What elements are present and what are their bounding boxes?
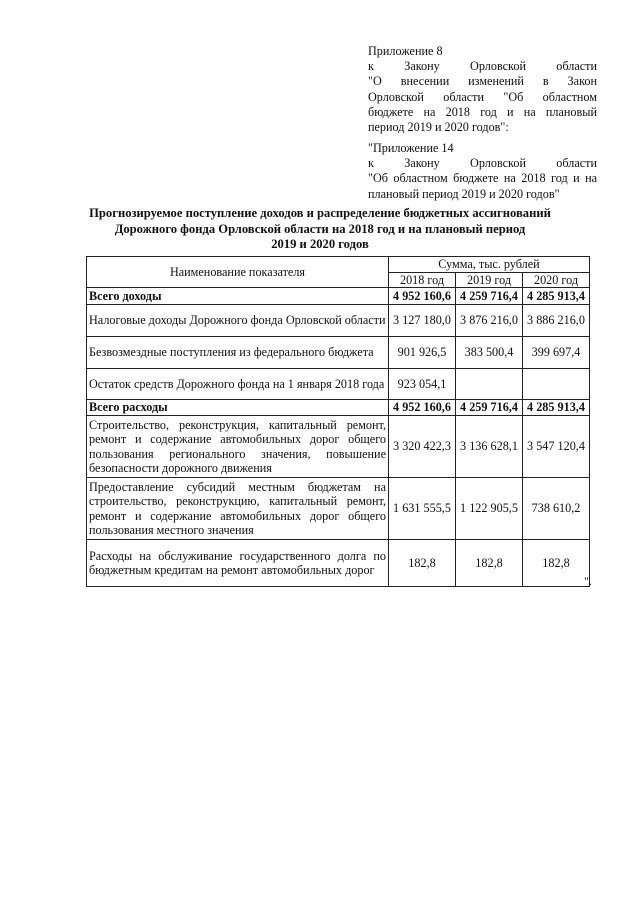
value-2020: 4 285 913,4 xyxy=(523,400,590,416)
table-row xyxy=(87,540,590,587)
table-row xyxy=(87,288,590,305)
document-title xyxy=(80,206,560,253)
value-2019: 3 876 216,0 xyxy=(456,305,523,337)
header-year-2018: 2018 год xyxy=(389,272,456,288)
header-year-2020: 2020 год xyxy=(523,272,590,288)
road-fund-table xyxy=(86,256,590,587)
value-2020: 738 610,2 xyxy=(523,478,590,540)
table-row xyxy=(87,369,590,400)
appendix-8-line: "О внесении изменений в Закон xyxy=(368,74,597,89)
value-2018: 182,8 xyxy=(389,540,456,587)
header-indicator-name: Наименование показателя xyxy=(87,257,389,288)
row-name: Безвозмездные поступления из федерального бюджета xyxy=(87,337,389,369)
value-2020: 3 886 216,0 xyxy=(523,305,590,337)
value-2020 xyxy=(523,369,590,400)
value-2020: 182,8 xyxy=(523,540,590,587)
value-2019: 383 500,4 xyxy=(456,337,523,369)
appendix-14-line: к Закону Орловской области xyxy=(368,156,597,171)
value-2018: 923 054,1 xyxy=(389,369,456,400)
value-2020: 3 547 120,4 xyxy=(523,416,590,478)
row-name: Всего расходы xyxy=(87,400,389,416)
table-row xyxy=(87,478,590,540)
title-line: 2019 и 2020 годов xyxy=(271,237,369,251)
title-line: Прогнозируемое поступление доходов и распределение бюджетных ассигнований xyxy=(89,206,551,220)
value-2018: 4 952 160,6 xyxy=(389,288,456,305)
appendix-14-line: "Приложение 14 xyxy=(368,141,454,155)
row-name: Налоговые доходы Дорожного фонда Орловской области xyxy=(87,305,389,337)
appendix-14-line: "Об областном бюджете на 2018 год и на xyxy=(368,171,597,186)
table-row xyxy=(87,400,590,416)
appendix-14-line: плановый период 2019 и 2020 годов" xyxy=(368,186,560,201)
value-2020: 4 285 913,4 xyxy=(523,288,590,305)
header-year-2019: 2019 год xyxy=(456,272,523,288)
appendix-8-line: Приложение 8 xyxy=(368,44,443,58)
appendix-8-line: Орловской области "Об областном xyxy=(368,89,597,104)
value-2018: 4 952 160,6 xyxy=(389,400,456,416)
value-2019: 1 122 905,5 xyxy=(456,478,523,540)
value-2019: 4 259 716,4 xyxy=(456,288,523,305)
appendix-8-line: к Закону Орловской области xyxy=(368,59,597,74)
row-name: Остаток средств Дорожного фонда на 1 января 2018 года xyxy=(87,369,389,400)
appendix-8-line: период 2019 и 2020 годов": xyxy=(368,120,509,135)
title-line: Дорожного фонда Орловской области на 2018 год и на плановый период xyxy=(114,221,526,236)
value-2018: 1 631 555,5 xyxy=(389,478,456,540)
value-2019: 4 259 716,4 xyxy=(456,400,523,416)
header-sum: Сумма, тыс. рублей xyxy=(389,257,590,273)
value-2019: 3 136 628,1 xyxy=(456,416,523,478)
value-2018: 3 127 180,0 xyxy=(389,305,456,337)
appendix-14-note xyxy=(368,141,597,202)
value-2020: 399 697,4 xyxy=(523,337,590,369)
value-2019: 182,8 xyxy=(456,540,523,587)
table-row xyxy=(87,416,590,478)
value-2018: 901 926,5 xyxy=(389,337,456,369)
row-name: Строительство, реконструкция, капитальный ремонт, ремонт и содержание автомобильных дорог общего пользования регионального значения, повышение безопасности дорожного движения xyxy=(87,416,389,478)
table-header-row xyxy=(87,257,590,273)
table-row xyxy=(87,305,590,337)
row-name: Всего доходы xyxy=(87,288,389,305)
appendix-8-note xyxy=(368,44,597,135)
value-2019 xyxy=(456,369,523,400)
appendix-8-line: бюджете на 2018 год и на плановый xyxy=(368,104,597,119)
value-2018: 3 320 422,3 xyxy=(389,416,456,478)
row-name: Расходы на обслуживание государственного долга по бюджетным кредитам на ремонт автомобильных дорог xyxy=(87,540,389,587)
table-row xyxy=(87,337,590,369)
row-name: Предоставление субсидий местным бюджетам на строительство, реконструкцию, капитальный ремонт, ремонт и содержание автомобильных дорог общего пользования местного значения xyxy=(87,478,389,540)
end-quote-mark: ". xyxy=(584,574,592,588)
